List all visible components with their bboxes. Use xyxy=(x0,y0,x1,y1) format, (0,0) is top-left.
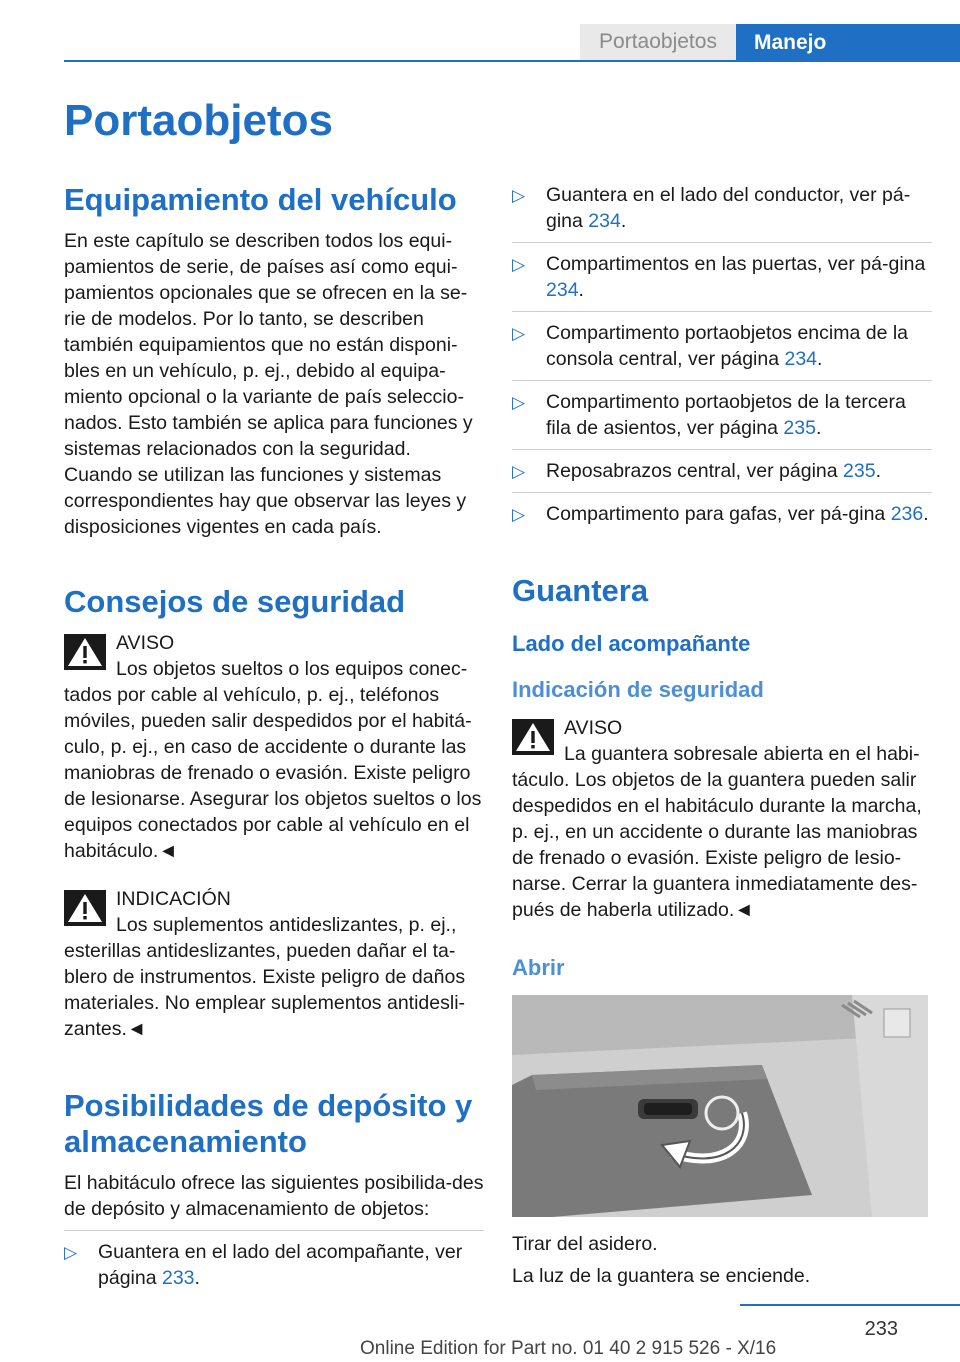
page-link[interactable]: 234 xyxy=(546,279,579,301)
triangle-bullet-icon: ▷ xyxy=(512,324,526,343)
page-link[interactable]: 235 xyxy=(843,460,876,482)
open-step-1: Tirar del asidero. xyxy=(512,1233,658,1255)
storage-heading: Posibilidades de depósito y almacenamiento xyxy=(64,1088,473,1159)
left-column xyxy=(64,182,484,1291)
warning-block-1 xyxy=(64,630,484,864)
page-link[interactable]: 234 xyxy=(784,348,818,370)
list-divider xyxy=(512,242,932,243)
footer-rule xyxy=(740,1304,960,1306)
warning-2-text: Los suplementos antideslizantes, p. ej., esterillas antideslizantes, pueden dañar el ta-blero de instrumentos. Existe peligro de daños materiales. No emplear suplementos antidesli-zantes.◄ xyxy=(64,914,466,1040)
storage-list-left xyxy=(64,1239,484,1291)
list-divider xyxy=(64,1230,484,1231)
triangle-bullet-icon: ▷ xyxy=(512,393,526,412)
warning-3-title: AVISO xyxy=(564,717,623,739)
header-chapter-tab[interactable]: Manejo xyxy=(736,24,960,62)
page-title: Portaobjetos xyxy=(64,96,333,145)
warning-triangle-icon xyxy=(64,634,106,670)
guantera-subheading: Lado del acompañante xyxy=(512,631,751,656)
page-link[interactable]: 236 xyxy=(890,503,924,525)
header-section-tab[interactable]: Portaobjetos xyxy=(580,24,736,60)
list-item: ▷ Reposabrazos central, ver página 235. xyxy=(512,458,932,484)
guantera-safety-heading: Indicación de seguridad xyxy=(512,677,764,702)
list-divider xyxy=(512,311,932,312)
list-divider xyxy=(512,492,932,493)
warning-3-text: La guantera sobresale abierta en el habi-táculo. Los objetos de la guantera pueden salir despedidos en el habitáculo durante la marcha, p. ej., en un accidente o durante las maniobras de frenado o evasión. Existe peligro de lesio-narse. Cerrar la guantera inmediatamente des-pués de haberla utilizado.◄ xyxy=(512,743,922,921)
storage-list-right xyxy=(512,182,932,527)
triangle-bullet-icon: ▷ xyxy=(64,1243,78,1262)
triangle-bullet-icon: ▷ xyxy=(512,186,526,205)
warning-1-text: Los objetos sueltos o los equipos conec-tados por cable al vehículo, p. ej., teléfonos móviles, pueden salir despedidos por el habitá-culo, p. ej., en caso de accidente o durante las maniobras de frenado o evasión. Existe peligro de lesionarse. Asegurar los objetos sueltos o los equipos conectados por cable al vehículo en el habitáculo.◄ xyxy=(64,658,482,862)
list-item: ▷ Compartimento portaobjetos encima de la consola central, ver página 234. xyxy=(512,322,909,370)
warning-1-title: AVISO xyxy=(116,632,175,654)
page-link[interactable]: 235 xyxy=(783,417,816,439)
list-item: ▷ Guantera en el lado del conductor, ver pá-gina 234. xyxy=(512,184,911,232)
equipment-body-1: En este capítulo se describen todos los equi-pamientos de serie, de países así como equi-pamientos opcionales que se ofrecen en la se-rie de modelos. Por lo tanto, se describen también equipamientos que no están disponi-bles en un vehículo, p. ej., debido al equipa-miento opcional o la variante de país seleccio-nados. Esto también se aplica para funciones y sistemas relacionados con la seguridad. xyxy=(64,230,473,460)
guantera-heading: Guantera xyxy=(512,573,649,608)
equipment-body-2: Cuando se utilizan las funciones y sistemas correspondientes hay que observar las leyes y disposiciones vigentes en cada país. xyxy=(64,464,467,538)
storage-intro: El habitáculo ofrece las siguientes posibilida-des de depósito y almacenamiento de objetos: xyxy=(64,1172,484,1220)
warning-2-title: INDICACIÓN xyxy=(116,888,231,910)
safety-heading: Consejos de seguridad xyxy=(64,584,406,619)
warning-triangle-icon xyxy=(512,719,554,755)
list-item: ▷ Compartimento para gafas, ver pá-gina 236. xyxy=(512,501,932,527)
glovebox-photo xyxy=(512,995,928,1217)
open-step-2: La luz de la guantera se enciende. xyxy=(512,1265,811,1287)
warning-block-2 xyxy=(64,886,484,1042)
warning-block-3 xyxy=(512,715,932,923)
list-item: ▷ Compartimentos en las puertas, ver pá-gina 234. xyxy=(512,253,926,301)
list-item: ▷ Guantera en el lado del acompañante, ver página 233. xyxy=(64,1241,463,1289)
warning-triangle-icon xyxy=(64,890,106,926)
list-divider xyxy=(512,449,932,450)
page-link[interactable]: 234 xyxy=(588,210,621,232)
page-number: 233 xyxy=(864,1318,898,1340)
triangle-bullet-icon: ▷ xyxy=(512,255,526,274)
list-divider xyxy=(512,380,932,381)
open-heading: Abrir xyxy=(512,955,565,980)
triangle-bullet-icon: ▷ xyxy=(512,505,526,524)
triangle-bullet-icon: ▷ xyxy=(512,462,526,481)
right-column xyxy=(512,182,932,1289)
equipment-heading: Equipamiento del vehículo xyxy=(64,182,457,217)
list-item: ▷ Compartimento portaobjetos de la tercera fila de asientos, ver página 235. xyxy=(512,391,906,439)
page-link[interactable]: 233 xyxy=(161,1267,195,1289)
online-edition-text: Online Edition for Part no. 01 40 2 915 526 - X/16 xyxy=(360,1338,777,1359)
